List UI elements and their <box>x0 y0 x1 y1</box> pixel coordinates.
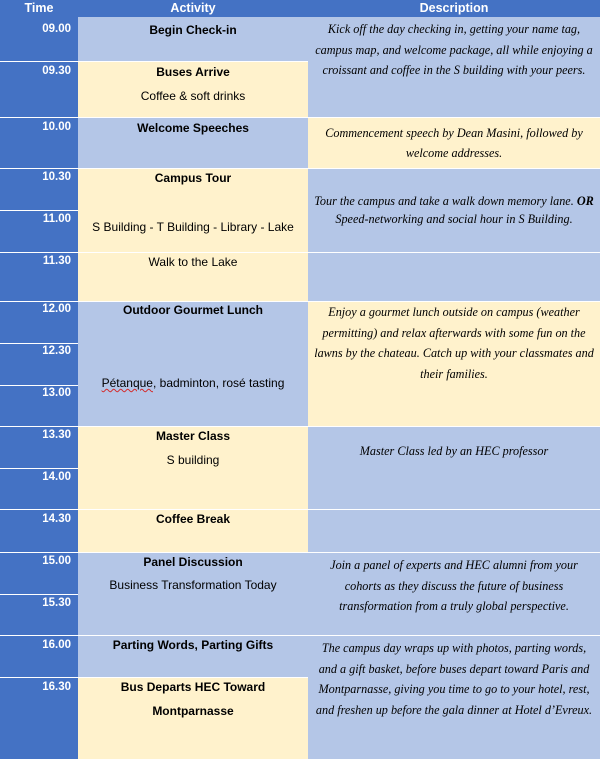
time-label: 14.30 <box>42 513 71 525</box>
row-divider <box>0 343 78 344</box>
activity-title: Campus Tour <box>154 171 232 185</box>
description-tour <box>308 169 600 252</box>
activity-walk <box>78 253 308 301</box>
activity-title: Panel Discussion <box>143 555 243 569</box>
time-label: 12.30 <box>42 345 71 357</box>
activity-subtitle: Coffee & soft drinks <box>140 89 246 103</box>
activity-title: Buses Arrive <box>156 65 230 79</box>
activity-subtitle: S building <box>166 453 220 467</box>
description-checkin: Kick off the day checking in, getting your name tag, campus map, and welcome package, all while enjoying a croissant and coffee in the S building with your peers. <box>308 17 600 117</box>
description-welcome: Commencement speech by Dean Masini, followed by welcome addresses. <box>308 118 600 168</box>
row-divider <box>0 468 78 469</box>
activity-lunch <box>78 302 308 426</box>
time-column <box>0 17 78 759</box>
activity-title: Walk to the Lake <box>148 255 238 269</box>
header-activity: Activity <box>78 0 308 17</box>
row-divider <box>0 61 78 62</box>
time-label: 09.00 <box>42 23 71 35</box>
time-label: 15.30 <box>42 597 71 609</box>
activity-welcome <box>78 118 308 168</box>
description-emphasis: OR <box>576 194 594 208</box>
time-label: 12.00 <box>42 303 71 315</box>
activity-title: Parting Words, Parting Gifts <box>112 638 274 652</box>
activity-title: Begin Check-in <box>149 23 237 37</box>
description-panel: Join a panel of experts and HEC alumni from your cohorts as they discuss the future of business transformation from a truly global perspective. <box>308 553 600 635</box>
row-divider <box>0 635 78 636</box>
activity-title: Outdoor Gourmet Lunch <box>123 303 263 317</box>
row-divider <box>0 117 78 118</box>
activity-panel <box>78 553 308 635</box>
activity-subtitle: Business Transformation Today <box>109 578 277 592</box>
description-parting: The campus day wraps up with photos, parting words, and a gift basket, before buses depart toward Paris and Montparnasse, giving you time to go to your hotel, rest, and freshen up before the gala dinner at Hotel d’Evreux. <box>308 636 600 759</box>
time-label: 09.30 <box>42 65 71 77</box>
row-divider <box>0 677 78 678</box>
header-description: Description <box>308 0 600 17</box>
row-divider <box>0 552 78 553</box>
row-divider <box>0 301 78 302</box>
time-label: 11.30 <box>42 255 71 267</box>
time-label: 14.00 <box>42 471 71 483</box>
row-divider <box>0 426 78 427</box>
time-label: 15.00 <box>42 555 71 567</box>
activity-subtitle: S Building - T Building - Library - Lake <box>92 220 294 234</box>
time-label: 10.00 <box>42 121 71 133</box>
activity-depart <box>78 678 308 759</box>
header-time: Time <box>0 0 78 17</box>
activity-coffee <box>78 510 308 552</box>
activity-parting <box>78 636 308 677</box>
row-divider <box>0 168 78 169</box>
activity-checkin <box>78 17 308 61</box>
time-label: 13.00 <box>42 387 71 399</box>
activity-master <box>78 427 308 509</box>
row-divider <box>0 594 78 595</box>
row-divider <box>0 385 78 386</box>
activity-buses <box>78 62 308 117</box>
time-label: 16.00 <box>42 639 71 651</box>
activity-title: Welcome Speeches <box>137 121 249 135</box>
description-text: Tour the campus and take a walk down memory lane. <box>314 194 577 208</box>
description-master: Master Class led by an HEC professor <box>308 427 600 509</box>
activity-subtitle-rest: , badminton, rosé tasting <box>152 376 285 390</box>
description-coffee-empty <box>308 510 600 552</box>
activity-subtitle <box>78 376 308 390</box>
description-walk-empty <box>308 253 600 301</box>
activity-title: Master Class <box>155 429 231 443</box>
activity-tour <box>78 169 308 252</box>
activity-title-line2: Montparnasse <box>152 704 234 718</box>
activity-title: Coffee Break <box>155 512 231 526</box>
description-text: Speed-networking and social hour in S Building. <box>335 211 573 226</box>
time-label: 11.00 <box>42 213 71 225</box>
time-label: 16.30 <box>42 681 71 693</box>
time-label: 13.30 <box>42 429 71 441</box>
row-divider <box>0 252 78 253</box>
activity-title: Bus Departs HEC Toward <box>120 680 266 694</box>
time-label: 10.30 <box>42 171 71 183</box>
row-divider <box>0 509 78 510</box>
row-divider <box>0 210 78 211</box>
description-lunch: Enjoy a gourmet lunch outside on campus (weather permitting) and relax afterwards with some fun on the lawns by the chateau. Catch up with your classmates and their families. <box>308 302 600 426</box>
spellcheck-word: Pétanque <box>101 376 153 390</box>
